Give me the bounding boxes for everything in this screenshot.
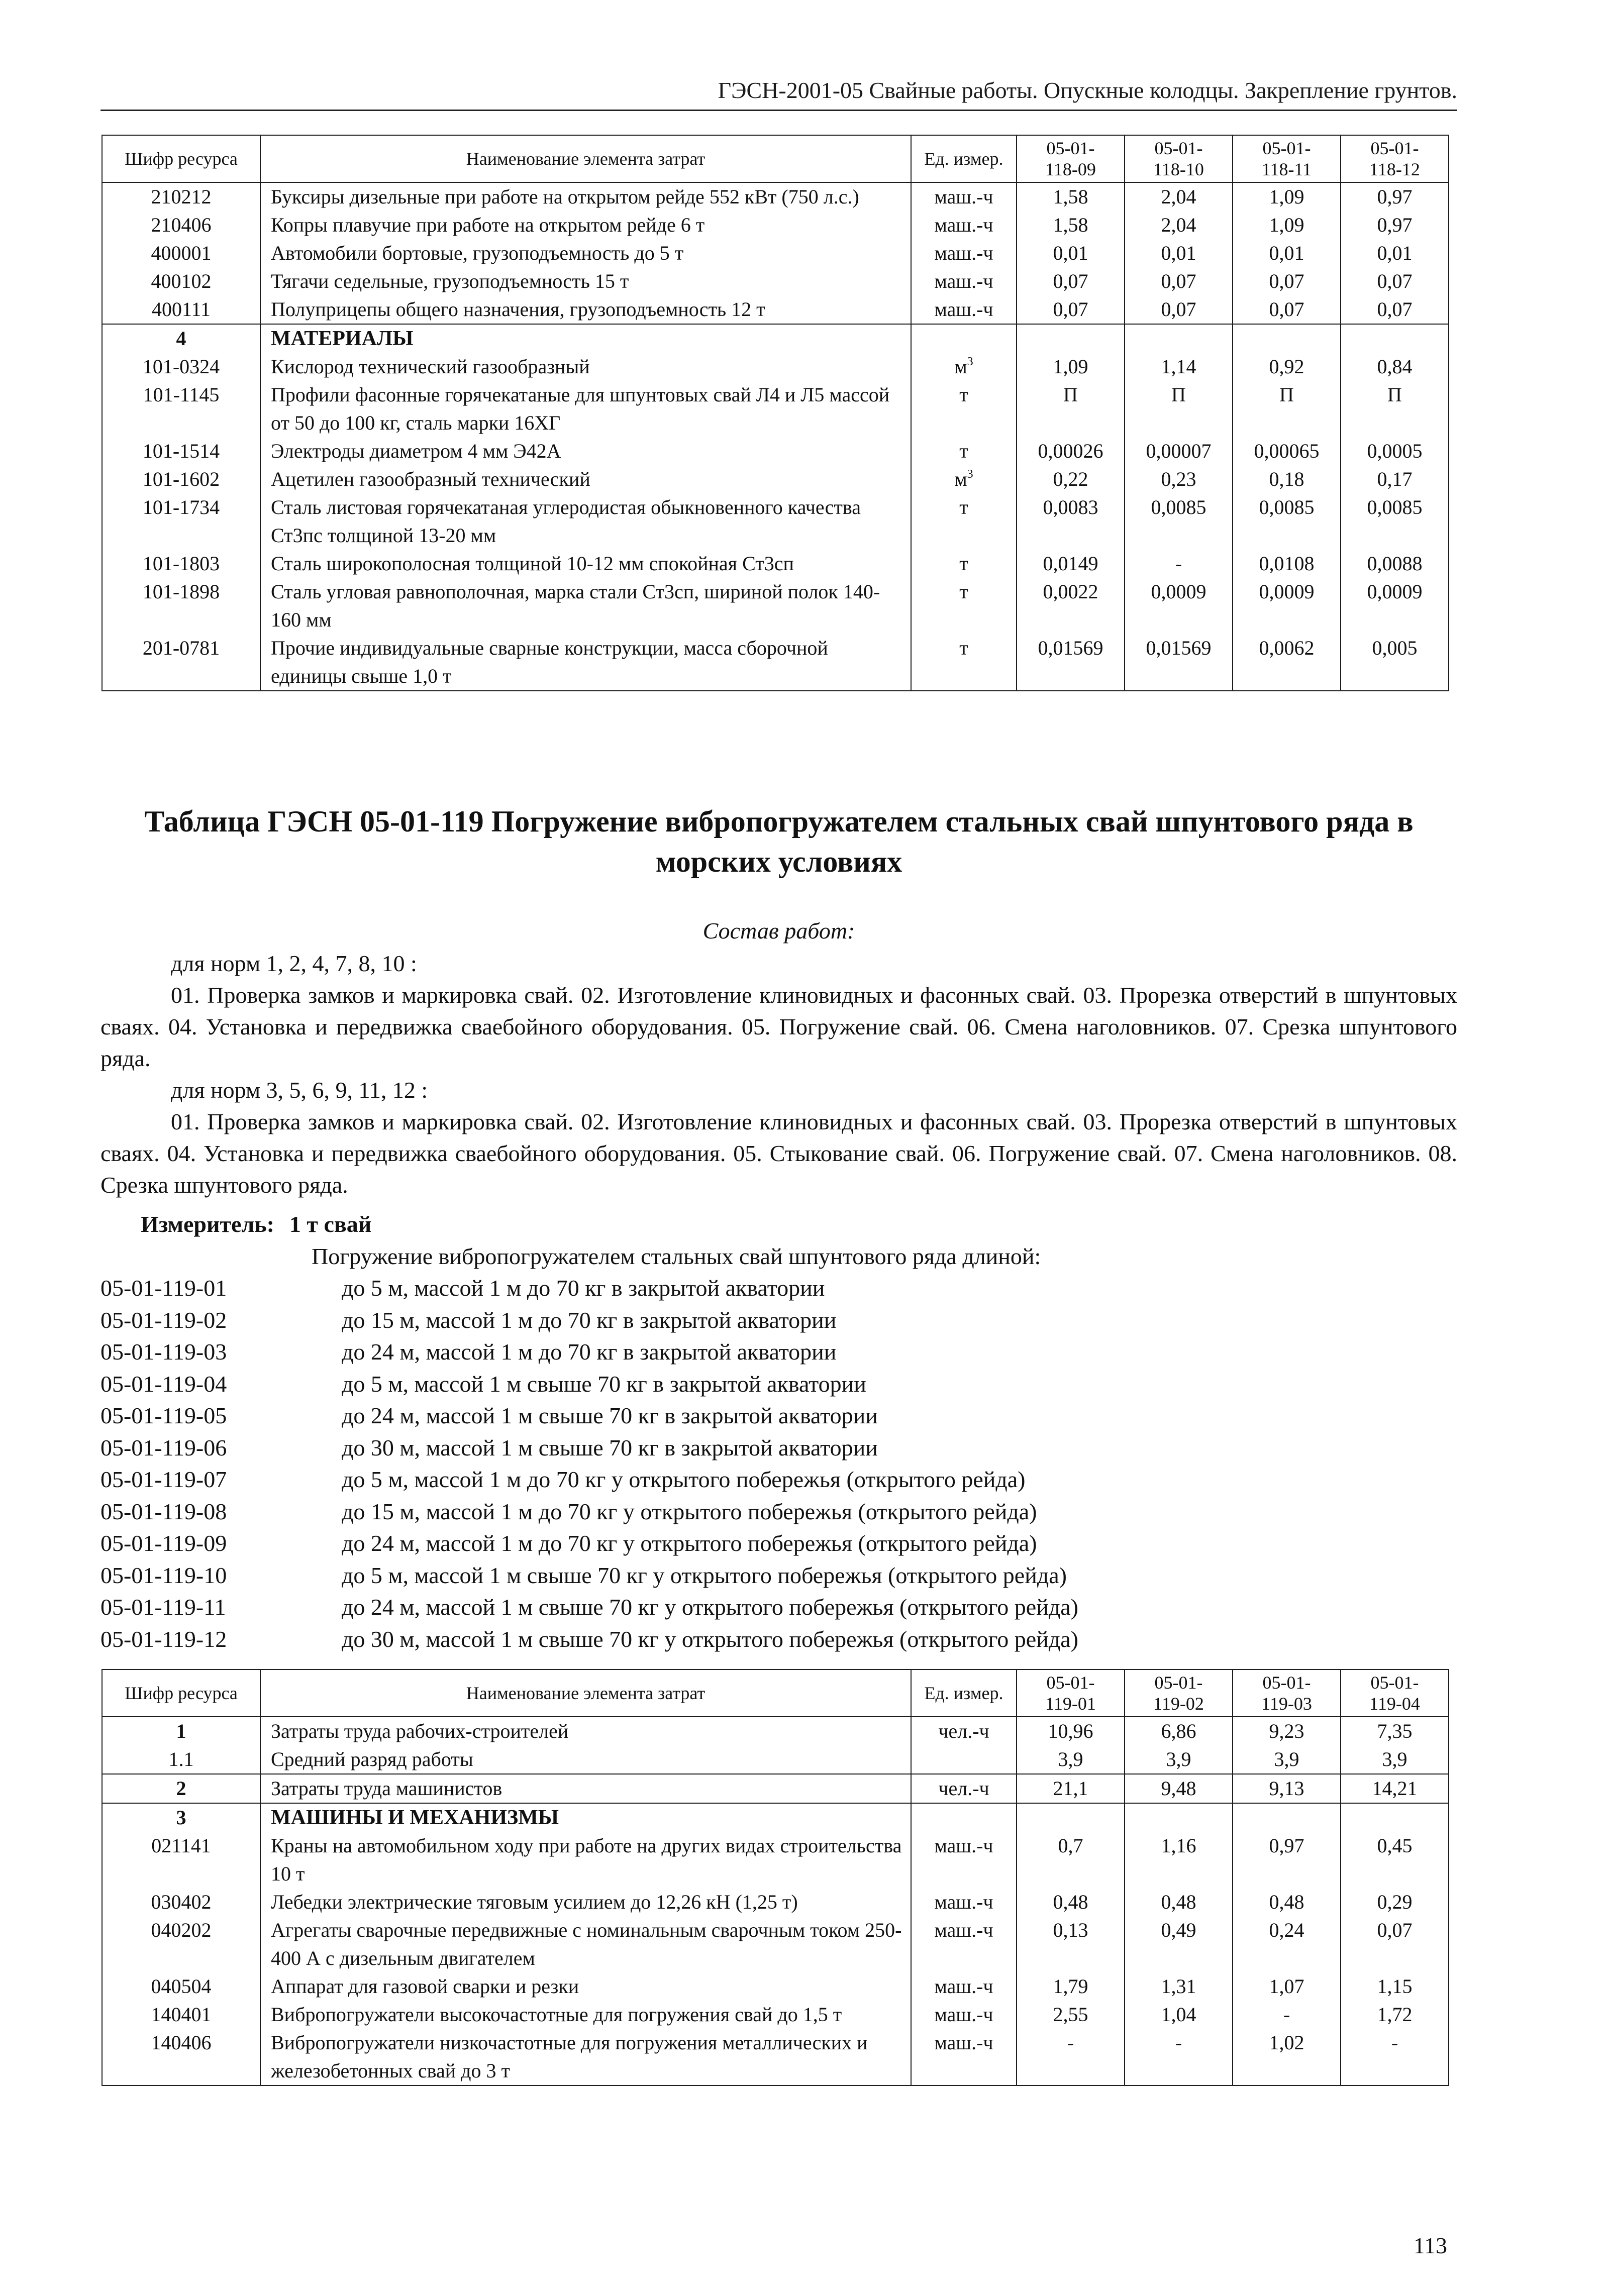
section-row <box>102 1803 1449 1832</box>
norm-value: 0,24 <box>1233 1916 1341 1972</box>
resource-code: 040202 <box>102 1916 260 1972</box>
table-header-row <box>102 1669 1449 1717</box>
resource-unit <box>911 267 1017 295</box>
norm-prefix: 05-01- <box>1046 1673 1095 1693</box>
resource-code: 101-1734 <box>102 493 260 550</box>
resource-unit <box>911 634 1017 691</box>
empty-cell <box>1233 324 1341 353</box>
norm-value: 0,07 <box>1233 267 1341 295</box>
norm-value: П <box>1125 381 1233 437</box>
norm-value: 0,92 <box>1233 353 1341 381</box>
meter-value: 1 т свай <box>289 1211 372 1237</box>
empty-cell <box>1341 1803 1449 1832</box>
norm-code: 05-01-119-10 <box>100 1562 227 1588</box>
norm-value: П <box>1233 381 1341 437</box>
norm-value: 0,00026 <box>1017 437 1125 465</box>
norm-description: до 24 м, массой 1 м до 70 кг у открытого побережья (открытого рейда) <box>342 1530 1037 1556</box>
resource-unit <box>911 381 1017 437</box>
unit-text: м <box>954 468 967 490</box>
resource-unit <box>911 465 1017 493</box>
norm-value: 0,48 <box>1017 1888 1125 1916</box>
norm-value: 0,29 <box>1341 1888 1449 1916</box>
resource-name: Буксиры дизельные при работе на открытом рейде 552 кВт (750 л.с.) <box>260 182 911 211</box>
norm-value: 0,48 <box>1125 1888 1233 1916</box>
col-header-norm <box>1125 135 1233 182</box>
resource-name: Затраты труда рабочих-строителей <box>260 1717 911 1745</box>
resource-code: 021141 <box>102 1832 260 1888</box>
norm-value: 0,45 <box>1341 1832 1449 1888</box>
norm-value: 0,17 <box>1341 465 1449 493</box>
unit-text: чел.-ч <box>938 1720 989 1742</box>
resource-unit <box>911 295 1017 324</box>
resource-table-118 <box>102 135 1449 691</box>
empty-cell <box>1017 1803 1125 1832</box>
table-row <box>102 2029 1449 2085</box>
norm-code: 05-01-119-09 <box>100 1530 227 1556</box>
norm-value: 0,48 <box>1233 1888 1341 1916</box>
unit-text: маш.-ч <box>934 185 993 208</box>
empty-cell <box>1017 324 1125 353</box>
table-row <box>102 239 1449 267</box>
resource-name: Автомобили бортовые, грузоподъемность до 5 т <box>260 239 911 267</box>
table-row <box>102 550 1449 578</box>
norm-description: до 24 м, массой 1 м свыше 70 кг в закрытой акватории <box>342 1403 878 1428</box>
resource-code: 4 <box>102 324 260 353</box>
norm-value: 0,97 <box>1233 1832 1341 1888</box>
composition-heading: Состав работ: <box>702 918 855 944</box>
resource-code: 101-1602 <box>102 465 260 493</box>
unit-text: т <box>959 383 968 406</box>
norm-value: 0,07 <box>1341 1916 1449 1972</box>
norm-code: 05-01-119-05 <box>100 1403 227 1428</box>
col-header-unit: Ед. измер. <box>911 135 1017 182</box>
norm-code: 05-01-119-03 <box>100 1339 227 1365</box>
norm-value: 0,07 <box>1017 267 1125 295</box>
table-row <box>102 1774 1449 1803</box>
unit-text: маш.-ч <box>934 242 993 264</box>
resource-code: 400102 <box>102 267 260 295</box>
resource-name: Затраты труда машинистов <box>260 1774 911 1803</box>
norm-value: 0,0085 <box>1125 493 1233 550</box>
resource-unit <box>911 1774 1017 1803</box>
norm-value: 0,0022 <box>1017 578 1125 634</box>
table-row <box>102 1717 1449 1745</box>
resource-code: 140406 <box>102 2029 260 2085</box>
resource-name: Аппарат для газовой сварки и резки <box>260 1972 911 2001</box>
norm-suffix: 118-12 <box>1369 159 1420 179</box>
norm-value: 0,01 <box>1233 239 1341 267</box>
norm-list-item <box>100 1591 1457 1623</box>
norm-description: до 15 м, массой 1 м до 70 кг у открытого побережья (открытого рейда) <box>342 1498 1037 1524</box>
resource-unit <box>911 182 1017 211</box>
norm-value: 3,9 <box>1017 1745 1125 1774</box>
norm-value: 0,18 <box>1233 465 1341 493</box>
norm-suffix: 118-10 <box>1153 159 1204 179</box>
norm-prefix: 05-01- <box>1154 138 1203 158</box>
norm-suffix: 119-03 <box>1261 1694 1312 1714</box>
resource-code: 210212 <box>102 182 260 211</box>
norm-value: 7,35 <box>1341 1717 1449 1745</box>
norm-value: 2,55 <box>1017 2001 1125 2029</box>
norm-list-item <box>100 1623 1457 1655</box>
norm-list-item <box>100 1464 1457 1496</box>
resource-name: Сталь широкополосная толщиной 10-12 мм спокойная Ст3сп <box>260 550 911 578</box>
norm-prefix: 05-01- <box>1370 1673 1419 1693</box>
section-title: МАТЕРИАЛЫ <box>260 324 911 353</box>
resource-unit <box>911 2029 1017 2085</box>
norm-value: 0,07 <box>1233 295 1341 324</box>
norm-description: до 5 м, массой 1 м до 70 кг у открытого побережья (открытого рейда) <box>342 1467 1026 1492</box>
resource-code: 101-1514 <box>102 437 260 465</box>
resource-code: 1.1 <box>102 1745 260 1774</box>
resource-code: 201-0781 <box>102 634 260 691</box>
unit-superscript: 3 <box>967 468 973 481</box>
norm-suffix: 118-09 <box>1045 159 1096 179</box>
norm-value: - <box>1125 2029 1233 2085</box>
norm-value: 0,07 <box>1017 295 1125 324</box>
norm-value: 0,01569 <box>1017 634 1125 691</box>
norm-value: 14,21 <box>1341 1774 1449 1803</box>
norm-prefix: 05-01- <box>1262 1673 1311 1693</box>
norm-description: до 24 м, массой 1 м свыше 70 кг у открытого побережья (открытого рейда) <box>342 1594 1078 1620</box>
unit-text: маш.-ч <box>934 1919 993 1941</box>
norm-value: 0,07 <box>1341 267 1449 295</box>
resource-code: 3 <box>102 1803 260 1832</box>
table-row <box>102 437 1449 465</box>
norm-value: 1,58 <box>1017 211 1125 239</box>
norm-value: 0,07 <box>1125 295 1233 324</box>
unit-text: маш.-ч <box>934 214 993 236</box>
norm-value: 3,9 <box>1233 1745 1341 1774</box>
table-header-row <box>102 135 1449 182</box>
norm-description: до 5 м, массой 1 м свыше 70 кг в закрытой акватории <box>342 1371 866 1397</box>
resource-table-119 <box>102 1669 1449 2086</box>
col-header-name: Наименование элемента затрат <box>260 135 911 182</box>
resource-code: 2 <box>102 1774 260 1803</box>
unit-text: чел.-ч <box>938 1777 989 1800</box>
unit-superscript: 3 <box>967 355 973 368</box>
norm-value: 3,9 <box>1125 1745 1233 1774</box>
norm-prefix: 05-01- <box>1154 1673 1203 1693</box>
norm-value: 0,00007 <box>1125 437 1233 465</box>
work-composition-text: 01. Проверка замков и маркировка свай. 02. Изготовление клиновидных и фасонных свай. 03. Прорезка отверстий в шпунтовых сваях. 04. Установка и передвижка сваебойного оборудования. 05. Стыкование свай. 06. Погружение свай. 07. Смена наголовников. 08. Срезка шпунтового ряда. <box>100 1109 1457 1198</box>
resource-name: Профили фасонные горячекатаные для шпунтовых свай Л4 и Л5 массой от 50 до 100 кг, сталь марки 16ХГ <box>260 381 911 437</box>
norm-code: 05-01-119-01 <box>100 1275 227 1301</box>
norm-value: 0,00065 <box>1233 437 1341 465</box>
table-row <box>102 578 1449 634</box>
norm-value: 1,15 <box>1341 1972 1449 2001</box>
resource-unit <box>911 1717 1017 1745</box>
meter-label: Измеритель: <box>141 1211 274 1237</box>
unit-text: т <box>959 637 968 659</box>
unit-text: м <box>954 355 967 378</box>
section-row <box>102 324 1449 353</box>
resource-code: 101-1898 <box>102 578 260 634</box>
norm-value: 2,04 <box>1125 182 1233 211</box>
norm-value: 6,86 <box>1125 1717 1233 1745</box>
resource-unit <box>911 211 1017 239</box>
norm-group-label: для норм 3, 5, 6, 9, 11, 12 : <box>171 1077 428 1103</box>
col-header-norm <box>1233 1669 1341 1717</box>
norm-code: 05-01-119-12 <box>100 1626 227 1652</box>
norm-suffix: 119-01 <box>1045 1694 1096 1714</box>
col-header-norm <box>1017 1669 1125 1717</box>
unit-text: маш.-ч <box>934 2031 993 2054</box>
norm-list-item <box>100 1272 1457 1304</box>
table-title: Таблица ГЭСН 05-01-119 Погружение вибропогружателем стальных свай шпунтового ряда в морских условиях <box>144 805 1414 878</box>
resource-unit <box>911 1916 1017 1972</box>
table-row <box>102 295 1449 324</box>
unit-text: маш.-ч <box>934 1975 993 1998</box>
norm-value: 0,0085 <box>1341 493 1449 550</box>
resource-name: Тягачи седельные, грузоподъемность 15 т <box>260 267 911 295</box>
resource-code: 101-1145 <box>102 381 260 437</box>
norm-value: 0,0085 <box>1233 493 1341 550</box>
norm-description: до 24 м, массой 1 м до 70 кг в закрытой акватории <box>342 1339 837 1365</box>
table-row <box>102 1972 1449 2001</box>
norm-code: 05-01-119-11 <box>100 1594 226 1620</box>
table-row <box>102 381 1449 437</box>
resource-name: Лебедки электрические тяговым усилием до 12,26 кН (1,25 т) <box>260 1888 911 1916</box>
norm-list-item <box>100 1400 1457 1432</box>
resource-code: 400001 <box>102 239 260 267</box>
resource-unit <box>911 239 1017 267</box>
empty-cell <box>1341 324 1449 353</box>
col-header-norm <box>1341 135 1449 182</box>
norm-value: 9,23 <box>1233 1717 1341 1745</box>
norm-value: 0,49 <box>1125 1916 1233 1972</box>
norm-value: 0,01 <box>1017 239 1125 267</box>
norm-value: 0,0009 <box>1233 578 1341 634</box>
norm-value: 0,7 <box>1017 1832 1125 1888</box>
resource-code: 101-1803 <box>102 550 260 578</box>
unit-text: маш.-ч <box>934 2003 993 2026</box>
norm-group-label: для норм 1, 2, 4, 7, 8, 10 : <box>171 951 417 976</box>
norm-prefix: 05-01- <box>1262 138 1311 158</box>
norm-value: 1,79 <box>1017 1972 1125 2001</box>
norm-value: 2,04 <box>1125 211 1233 239</box>
norm-description: до 5 м, массой 1 м свыше 70 кг у открытого побережья (открытого рейда) <box>342 1562 1067 1588</box>
resource-code: 040504 <box>102 1972 260 2001</box>
table-row <box>102 2001 1449 2029</box>
resource-name: Электроды диаметром 4 мм Э42А <box>260 437 911 465</box>
norm-value: 0,07 <box>1125 267 1233 295</box>
running-header: ГЭСН-2001-05 Свайные работы. Опускные колодцы. Закрепление грунтов. <box>718 77 1457 103</box>
norm-list-item <box>100 1304 1457 1336</box>
table-row <box>102 267 1449 295</box>
header-rule <box>100 110 1457 111</box>
norm-value: 1,04 <box>1125 2001 1233 2029</box>
table-row <box>102 634 1449 691</box>
unit-text: т <box>959 440 968 462</box>
norm-value: 0,01569 <box>1125 634 1233 691</box>
norm-value: 1,31 <box>1125 1972 1233 2001</box>
empty-cell <box>911 1803 1017 1832</box>
norm-code: 05-01-119-07 <box>100 1467 227 1492</box>
unit-text: маш.-ч <box>934 270 993 292</box>
unit-text: маш.-ч <box>934 1834 993 1857</box>
unit-text: маш.-ч <box>934 1891 993 1913</box>
norm-value: 0,0005 <box>1341 437 1449 465</box>
resource-unit <box>911 578 1017 634</box>
norm-value: 0,22 <box>1017 465 1125 493</box>
col-header-code: Шифр ресурса <box>102 135 260 182</box>
section-title: МАШИНЫ И МЕХАНИЗМЫ <box>260 1803 911 1832</box>
norm-value: 9,48 <box>1125 1774 1233 1803</box>
resource-name: Кислород технический газообразный <box>260 353 911 381</box>
col-header-norm <box>1341 1669 1449 1717</box>
norm-value: 1,09 <box>1233 211 1341 239</box>
empty-cell <box>1125 324 1233 353</box>
resource-name: Прочие индивидуальные сварные конструкции, масса сборочной единицы свыше 1,0 т <box>260 634 911 691</box>
norm-code: 05-01-119-02 <box>100 1307 227 1333</box>
resource-unit <box>911 437 1017 465</box>
empty-cell <box>1233 1803 1341 1832</box>
resource-name: Вибропогружатели низкочастотные для погружения металлических и железобетонных свай до 3 т <box>260 2029 911 2085</box>
norm-code: 05-01-119-04 <box>100 1371 227 1397</box>
norm-value: 0,0149 <box>1017 550 1125 578</box>
norm-value: 1,02 <box>1233 2029 1341 2085</box>
table-row <box>102 182 1449 211</box>
resource-unit <box>911 1832 1017 1888</box>
unit-text: т <box>959 580 968 603</box>
table-row <box>102 1745 1449 1774</box>
resource-code: 140401 <box>102 2001 260 2029</box>
norm-value: 0,97 <box>1341 182 1449 211</box>
resource-unit <box>911 353 1017 381</box>
norm-suffix: 119-04 <box>1369 1694 1420 1714</box>
resource-name: Вибропогружатели высокочастотные для погружения свай до 1,5 т <box>260 2001 911 2029</box>
norm-value: 1,09 <box>1017 353 1125 381</box>
table-row <box>102 1888 1449 1916</box>
norm-value: 1,72 <box>1341 2001 1449 2029</box>
norm-value: 1,09 <box>1233 182 1341 211</box>
norm-description: до 15 м, массой 1 м до 70 кг в закрытой акватории <box>342 1307 837 1333</box>
norm-suffix: 119-02 <box>1153 1694 1204 1714</box>
resource-name: Агрегаты сварочные передвижные с номинальным сварочным током 250-400 А с дизельным двигателем <box>260 1916 911 1972</box>
norm-value: 0,0009 <box>1341 578 1449 634</box>
page-number: 113 <box>1413 2233 1447 2258</box>
norm-value: 0,84 <box>1341 353 1449 381</box>
norm-value: 0,0009 <box>1125 578 1233 634</box>
resource-unit <box>911 1972 1017 2001</box>
norm-value: - <box>1341 2029 1449 2085</box>
norm-list-item <box>100 1336 1457 1368</box>
unit-text: маш.-ч <box>934 298 993 321</box>
norm-list-item <box>100 1432 1457 1464</box>
norm-value: 0,13 <box>1017 1916 1125 1972</box>
resource-code: 030402 <box>102 1888 260 1916</box>
resource-unit <box>911 550 1017 578</box>
table-row <box>102 465 1449 493</box>
norm-value: 0,01 <box>1341 239 1449 267</box>
col-header-name: Наименование элемента затрат <box>260 1669 911 1717</box>
norm-value: 21,1 <box>1017 1774 1125 1803</box>
norm-list-item <box>100 1559 1457 1592</box>
norm-value: 0,0088 <box>1341 550 1449 578</box>
norm-description: до 5 м, массой 1 м до 70 кг в закрытой акватории <box>342 1275 825 1301</box>
norms-intro: Погружение вибропогружателем стальных свай шпунтового ряда длиной: <box>312 1243 1041 1269</box>
norm-value: 0,01 <box>1125 239 1233 267</box>
norm-list <box>100 1272 1457 1655</box>
col-header-norm <box>1017 135 1125 182</box>
col-header-norm <box>1233 135 1341 182</box>
norm-value: 10,96 <box>1017 1717 1125 1745</box>
norm-prefix: 05-01- <box>1370 138 1419 158</box>
norm-value: - <box>1125 550 1233 578</box>
resource-code: 101-0324 <box>102 353 260 381</box>
empty-cell <box>911 324 1017 353</box>
norm-suffix: 118-11 <box>1261 159 1312 179</box>
table-row <box>102 353 1449 381</box>
resource-name: Краны на автомобильном ходу при работе на других видах строительства 10 т <box>260 1832 911 1888</box>
resource-code: 210406 <box>102 211 260 239</box>
norm-value: - <box>1017 2029 1125 2085</box>
norm-value: - <box>1233 2001 1341 2029</box>
norm-value: 0,0108 <box>1233 550 1341 578</box>
norm-description: до 30 м, массой 1 м свыше 70 кг в закрытой акватории <box>342 1434 878 1460</box>
table-row <box>102 211 1449 239</box>
resource-unit <box>911 1745 1017 1774</box>
norm-value: 1,14 <box>1125 353 1233 381</box>
resource-unit <box>911 493 1017 550</box>
norm-value: П <box>1341 381 1449 437</box>
empty-cell <box>1125 1803 1233 1832</box>
resource-name: Полуприцепы общего назначения, грузоподъемность 12 т <box>260 295 911 324</box>
resource-unit <box>911 1888 1017 1916</box>
norm-value: 0,97 <box>1341 211 1449 239</box>
norm-code: 05-01-119-06 <box>100 1434 227 1460</box>
resource-name: Ацетилен газообразный технический <box>260 465 911 493</box>
resource-name: Сталь листовая горячекатаная углеродистая обыкновенного качества Ст3пс толщиной 13-20 мм <box>260 493 911 550</box>
norm-code: 05-01-119-08 <box>100 1498 227 1524</box>
norm-prefix: 05-01- <box>1046 138 1095 158</box>
table-row <box>102 1832 1449 1888</box>
norm-value: 0,0062 <box>1233 634 1341 691</box>
norm-value: П <box>1017 381 1125 437</box>
work-composition-text: 01. Проверка замков и маркировка свай. 02. Изготовление клиновидных и фасонных свай. 03. Прорезка отверстий в шпунтовых сваях. 04. Установка и передвижка сваебойного оборудования. 05. Погружение свай. 06. Смена наголовников. 07. Срезка шпунтового ряда. <box>100 982 1457 1071</box>
resource-unit <box>911 2001 1017 2029</box>
norm-list-item <box>100 1368 1457 1400</box>
norm-value: 1,16 <box>1125 1832 1233 1888</box>
norm-value: 9,13 <box>1233 1774 1341 1803</box>
norm-value: 1,58 <box>1017 182 1125 211</box>
resource-code: 400111 <box>102 295 260 324</box>
col-header-unit: Ед. измер. <box>911 1669 1017 1717</box>
resource-name: Копры плавучие при работе на открытом рейде 6 т <box>260 211 911 239</box>
norm-value: 0,0083 <box>1017 493 1125 550</box>
norm-list-item <box>100 1496 1457 1528</box>
unit-text: т <box>959 552 968 575</box>
table-row <box>102 493 1449 550</box>
col-header-norm <box>1125 1669 1233 1717</box>
col-header-code: Шифр ресурса <box>102 1669 260 1717</box>
norm-list-item <box>100 1527 1457 1559</box>
resource-code: 1 <box>102 1717 260 1745</box>
resource-name: Сталь угловая равнополочная, марка стали Ст3сп, шириной полок 140-160 мм <box>260 578 911 634</box>
norm-value: 0,07 <box>1341 295 1449 324</box>
norm-value: 0,23 <box>1125 465 1233 493</box>
norm-value: 0,005 <box>1341 634 1449 691</box>
norm-value: 1,07 <box>1233 1972 1341 2001</box>
meter-line <box>141 1208 371 1240</box>
norm-value: 3,9 <box>1341 1745 1449 1774</box>
unit-text: т <box>959 496 968 518</box>
table-row <box>102 1916 1449 1972</box>
resource-name: Средний разряд работы <box>260 1745 911 1774</box>
norm-description: до 30 м, массой 1 м свыше 70 кг у открытого побережья (открытого рейда) <box>342 1626 1078 1652</box>
